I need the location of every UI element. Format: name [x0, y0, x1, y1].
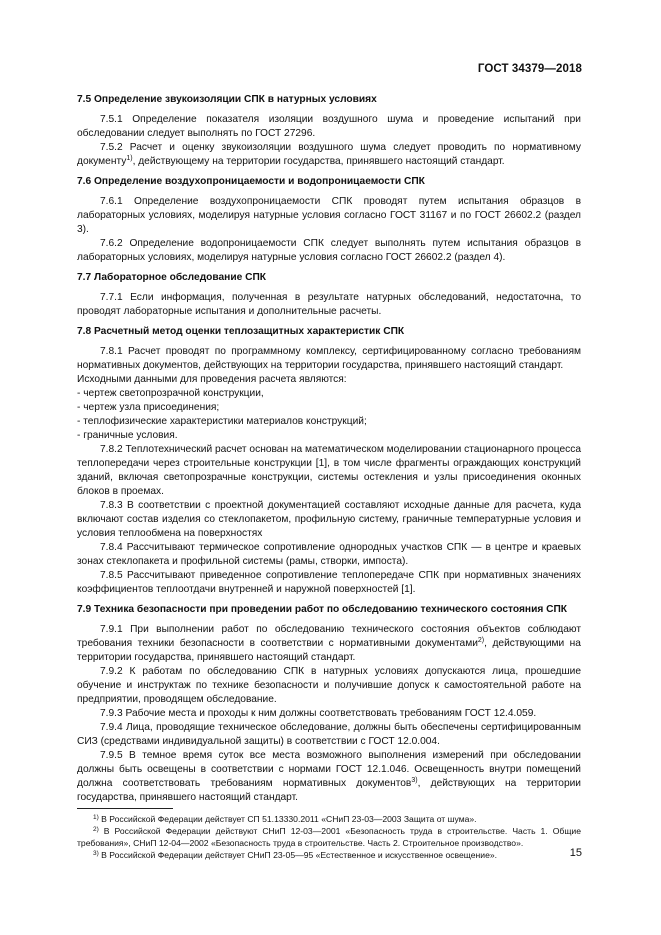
footnote-ref-3[interactable]: 3): [411, 777, 418, 784]
paragraph-7-7-1: 7.7.1 Если информация, полученная в результате натурных обследований, недостаточна, то проводят лабораторные испытания и дополнительные расчеты.: [77, 292, 581, 317]
list-item: - теплофизические характеристики материалов конструкций;: [77, 416, 367, 427]
paragraph-7-8-4: 7.8.4 Рассчитывают термическое сопротивление однородных участков СПК — в центре и краевых зонах стеклопакета и профильной системы (рамы, створки, импоста).: [77, 542, 581, 567]
footnote-text: В Российской Федерации действуют СНиП 12-03—2001 «Безопасность труда в строительстве. Часть 1. Общие требования», СНиП 12-04—2002 «Безопасность труда в строительстве. Часть 2. Строительное производство».: [77, 826, 581, 848]
document-body: [77, 93, 581, 805]
list-item: - граничные условия.: [77, 430, 178, 441]
paragraph-7-5-1: 7.5.1 Определение показателя изоляции воздушного шума и проведение испытаний при обследовании следует выполнять по ГОСТ 27296.: [77, 114, 581, 139]
section-title-7-9: 7.9 Техника безопасности при проведении работ по обследованию технического состояния СПК: [77, 604, 568, 615]
footnote-text: В Российской Федерации действует СП 51.13330.2011 «СНиП 23-03—2003 Защита от шума».: [98, 814, 477, 824]
section-title-7-7: 7.7 Лабораторное обследование СПК: [77, 272, 266, 283]
paragraph-7-9-2: 7.9.2 К работам по обследованию СПК в натурных условиях допускаются лица, прошедшие обучение и инструктаж по технике безопасности и получившие допуск к самостоятельной работе на предприятии, проводящем обследование.: [77, 666, 581, 705]
paragraph-7-9-1-tail: , действующими на территории государства, принявшего настоящий стандарт.: [77, 638, 581, 663]
section-title-7-6: 7.6 Определение воздухопроницаемости и водопроницаемости СПК: [77, 176, 425, 187]
paragraph-7-5-2-text: 7.5.2 Расчет и оценку звукоизоляции воздушного шума следует проводить по нормативному документу: [77, 142, 581, 167]
paragraph-7-8-2: 7.8.2 Теплотехнический расчет основан на математическом моделировании стационарного процесса теплопередачи через строительные конструкции [1], в том числе фрагменты ограждающих конструкций зданий, включая светопрозрачные конструкции, системы остекления и узлы присоединения оконных блоков в проемах.: [77, 444, 581, 497]
list-item: - чертеж светопрозрачной конструкции,: [77, 388, 264, 399]
footnote-text: В Российской Федерации действует СНиП 23-05—95 «Естественное и искусственное освещение».: [98, 850, 498, 860]
paragraph-7-8-1: 7.8.1 Расчет проводят по программному комплексу, сертифицированному согласно требованиям нормативных документов, действующих на территории государства, принявшего настоящий стандарт.: [77, 346, 581, 371]
document-header: ГОСТ 34379—2018: [477, 63, 582, 75]
list-item: - чертеж узла присоединения;: [77, 402, 220, 413]
paragraph-7-8-5: 7.8.5 Рассчитывают приведенное сопротивление теплопередаче СПК при нормативных значениях коэффициентов теплоотдачи внутренней и наружной поверхностей [1].: [77, 570, 581, 595]
footnote-mark: 1): [93, 814, 99, 821]
paragraph-7-5-2-tail: , действующему на территории государства, принявшего настоящий стандарт.: [132, 156, 505, 167]
paragraph-7-9-1-text: 7.9.1 При выполнении работ по обследованию технического состояния объектов соблюдают требования техники безопасности в соответствии с нормативными документами: [77, 624, 581, 649]
paragraph-7-8-3: 7.8.3 В соответствии с проектной документацией составляют исходные данные для расчета, куда включают состав изделия со стеклопакетом, профильную систему, граничные температурные условия и условия теплообмена на поверхностях: [77, 500, 581, 539]
footnote-divider: [77, 808, 173, 809]
footnote-ref-1[interactable]: 1): [126, 155, 133, 162]
footnote-mark: 3): [93, 850, 99, 857]
paragraph-7-8-1-intro: Исходными данными для проведения расчета являются:: [77, 374, 347, 385]
footnote-1: [77, 813, 581, 825]
paragraph-7-6-2: 7.6.2 Определение водопроницаемости СПК следует выполнять путем испытания образцов в лабораторных условиях, моделируя натурные условия согласно ГОСТ 26602.2 (раздел 4).: [77, 238, 581, 263]
paragraph-7-5-2: [77, 141, 581, 169]
paragraph-7-9-3: 7.9.3 Рабочие места и проходы к ним должны соответствовать требованиям ГОСТ 12.4.059.: [100, 708, 537, 719]
paragraph-7-9-4: 7.9.4 Лица, проводящие техническое обследование, должны быть обеспечены сертифицированным СИЗ (средствами индивидуальной защиты) в соответствии с ГОСТ 12.0.004.: [77, 722, 581, 747]
section-title-7-8: 7.8 Расчетный метод оценки теплозащитных характеристик СПК: [77, 326, 405, 337]
paragraph-7-6-1: 7.6.1 Определение воздухопроницаемости СПК проводят путем испытания образцов в лабораторных условиях, моделируя натурные условия согласно ГОСТ 31167 и по ГОСТ 26602.2 (раздел 3).: [77, 196, 581, 235]
footnote-mark: 2): [93, 826, 99, 833]
footnote-2: [77, 825, 581, 849]
paragraph-7-9-5-tail: , действующих на территории государства, принявшего настоящий стандарт.: [77, 778, 581, 803]
footnotes: [77, 808, 581, 861]
section-title-7-5: 7.5 Определение звукоизоляции СПК в натурных условиях: [77, 94, 377, 105]
paragraph-7-9-1: [77, 623, 581, 665]
page-number: 15: [569, 847, 582, 859]
paragraph-7-9-5-text: 7.9.5 В темное время суток все места возможного выполнения измерений при обследовании должны быть освещены в соответствии с нормами ГОСТ 12.1.046. Освещенность внутри помещений должна соответствовать требованиям нормативных документов: [77, 750, 581, 789]
paragraph-7-9-5: [77, 749, 581, 805]
footnote-ref-2[interactable]: 2): [477, 637, 485, 644]
footnote-3: [77, 849, 581, 861]
